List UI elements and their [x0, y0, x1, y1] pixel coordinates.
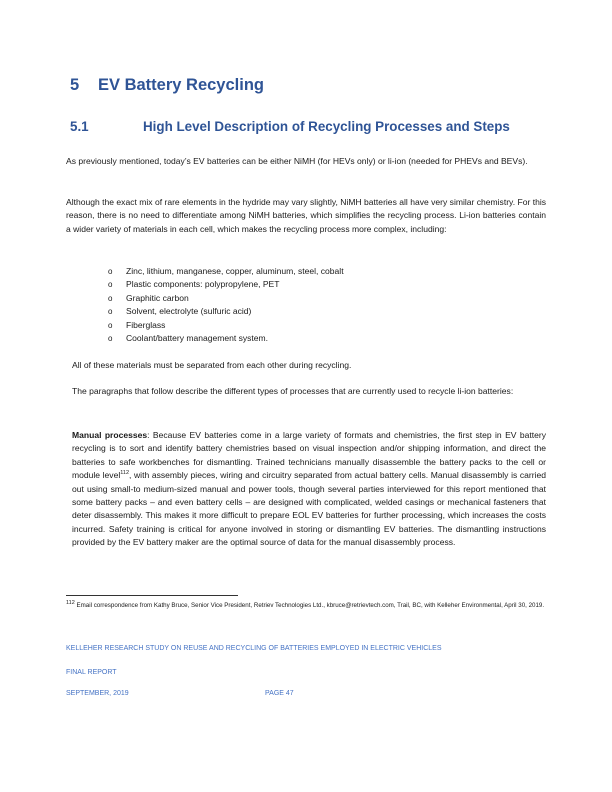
footnote: [66, 600, 546, 611]
list-item: o Solvent, electrolyte (sulfuric acid): [108, 305, 344, 318]
manual-processes-lead: Manual processes: [72, 430, 148, 440]
manual-processes-paragraph: [72, 429, 546, 550]
footnote-divider: [66, 595, 238, 596]
materials-list: [108, 265, 344, 345]
footer-study-title: KELLEHER RESEARCH STUDY ON REUSE AND RECYCLING OF BATTERIES EMPLOYED IN ELECTRIC VEHICLES: [66, 645, 442, 652]
section-heading: [70, 76, 264, 95]
footnote-number: 112: [66, 599, 75, 606]
separation-paragraph: All of these materials must be separated from each other during recycling.: [72, 360, 352, 370]
subsection-heading: [70, 119, 510, 134]
intro-paragraph: As previously mentioned, today’s EV batteries can be either NiMH (for HEVs only) or li-ion (needed for PHEVs and BEVs).: [66, 156, 528, 166]
footnote-reference[interactable]: 112: [120, 470, 130, 477]
manual-processes-text-a: : Because EV batteries come in a large variety of formats and chemistries, the first step in EV battery recycling is to sort and identify battery chemistries based on visual inspection and/or shipping information, and direct the batteries to safe workbenches for dismantling. Trained technicians manually disassemble the battery packs to the cell or module level: [72, 430, 546, 481]
list-item: o Plastic components: polypropylene, PET: [108, 278, 344, 291]
section-number: 5: [70, 76, 80, 94]
subsection-number: 5.1: [70, 119, 89, 134]
list-item: o Graphitic carbon: [108, 292, 344, 305]
subsection-title: High Level Description of Recycling Processes and Steps: [143, 119, 510, 134]
list-item: o Coolant/battery management system.: [108, 332, 344, 345]
chemistry-paragraph: Although the exact mix of rare elements in the hydride may vary slightly, NiMH batteries all have very similar chemistry. For this reason, there is no need to differentiate among NiMH batteries, which simplifies the recycling process. Li-ion batteries contain a wider variety of materials in each cell, which makes the recycling process more complex, including:: [66, 197, 546, 234]
section-title: EV Battery Recycling: [98, 76, 264, 94]
footer-date: SEPTEMBER, 2019: [66, 690, 129, 697]
list-item: o Fiberglass: [108, 319, 344, 332]
footer-report-label: FINAL REPORT: [66, 669, 117, 676]
footer-page-number: PAGE 47: [265, 690, 294, 697]
footnote-text: Email correspondence from Kathy Bruce, Senior Vice President, Retriev Technologies Ltd., kbruce@retrievtech.com, Trail, BC, with Kelleher Environmental, April 30, 2019.: [74, 602, 545, 609]
processes-intro-paragraph: The paragraphs that follow describe the different types of processes that are currently used to recycle li-ion batteries:: [72, 386, 514, 396]
manual-processes-text-b: , with assembly pieces, wiring and circuitry separated from actual battery cells. Manual disassembly is carried out using small-to medium-sized manual and power tools, though several parties interviewed for this report mentioned that some battery packs – and even battery cells – are designed with complicated, welded casings or mechanical fasteners that deter disassembly. This makes it more difficult to prepare EOL EV batteries for further processing, which increases the costs incurred. Safety training is critical for anyone involved in storing or dismantling EV batteries. The dismantling instructions provided by the EV battery maker are the optimal source of data for the manual disassembly process.: [72, 470, 546, 548]
list-item: o Zinc, lithium, manganese, copper, aluminum, steel, cobalt: [108, 265, 344, 278]
